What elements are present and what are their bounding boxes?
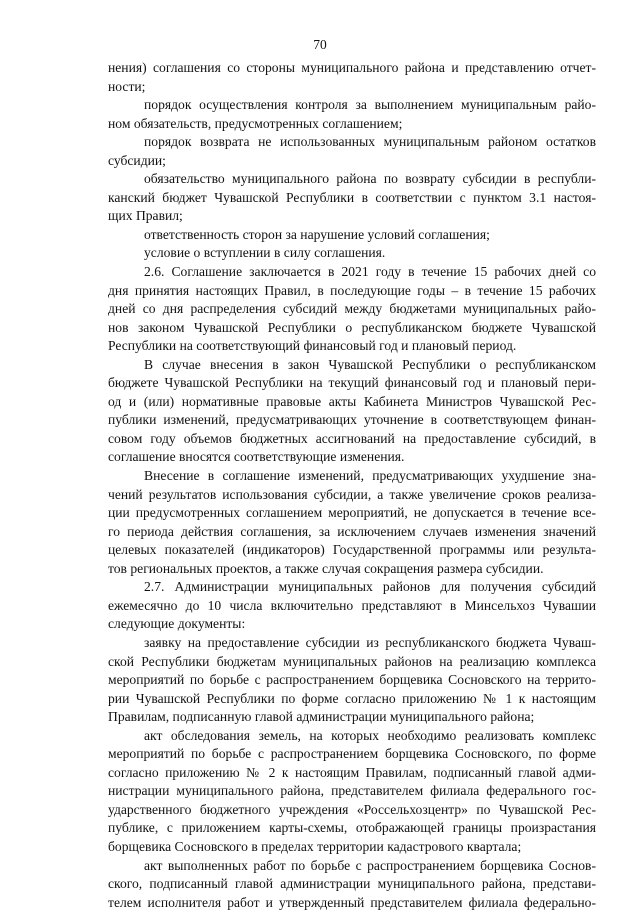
- text-line: бюджете Чувашской Республики на текущий финансовый год и плановый пери-: [108, 375, 596, 391]
- text-line: дней со дня распределения субсидий между бюджетами муниципальных райо-: [108, 301, 596, 317]
- text-line: борщевика Сосновского в пределах территории кадастрового квартала;: [108, 838, 522, 854]
- text-line: совом году объемов бюджетных ассигнований на предоставление субсидий, в: [108, 430, 596, 446]
- text-line: ном обязательств, предусмотренных соглашением;: [108, 115, 403, 131]
- text-line: обязательство муниципального района по возврату субсидии в республи-: [144, 171, 596, 187]
- text-line: щих Правил;: [108, 208, 183, 224]
- text-line: го периода действия соглашения, за исключением случаев изменения значений: [108, 523, 596, 539]
- text-line: ответственность сторон за нарушение условий соглашения;: [144, 226, 490, 242]
- text-line: порядок возврата не использованных муниципальным районом остатков: [144, 134, 596, 150]
- text-line: рии Чувашской Республики по форме согласно приложению № 1 к настоящим: [108, 690, 596, 706]
- text-line: Внесение в соглашение изменений, предусматривающих ухудшение зна-: [144, 468, 596, 484]
- text-line: ударственного бюджетного учреждения «Россельхозцентр» по Чувашской Рес-: [108, 801, 596, 817]
- text-line: соглашение вносятся соответствующие изменения.: [108, 449, 405, 465]
- text-line: публике, с приложением карты-схемы, отображающей границы произрастания: [108, 820, 596, 836]
- text-line: чений результатов использования субсидии, а также увеличение сроков реализа-: [108, 486, 596, 502]
- text-line: дня принятия настоящих Правил, в последующие годы – в течение 15 рабочих: [108, 282, 596, 298]
- text-line: 2.6. Соглашение заключается в 2021 году в течение 15 рабочих дней со: [144, 264, 596, 280]
- text-line: тов региональных проектов, а также случая сокращения размера субсидии.: [108, 560, 544, 576]
- text-line: порядок осуществления контроля за выполнением муниципальным райо-: [144, 97, 596, 113]
- text-line: публики изменений, предусматривающих уточнение в соответствующем финан-: [108, 412, 596, 428]
- text-line: условие о вступлении в силу соглашения.: [144, 245, 386, 261]
- text-line: согласно приложению № 2 к настоящим Правилам, подписанный главой адми-: [108, 764, 596, 780]
- text-line: заявку на предоставление субсидии из республиканского бюджета Чуваш-: [144, 634, 596, 650]
- text-line: акт обследования земель, на которых необходимо реализовать комплекс: [144, 727, 596, 743]
- text-line: 2.7. Администрации муниципальных районов для получения субсидий: [144, 579, 596, 595]
- text-line: субсидии;: [108, 152, 166, 168]
- text-line: нов законом Чувашской Республики о республиканском бюджете Чувашской: [108, 319, 596, 335]
- text-line: ции предусмотренных соглашением мероприятий, не допускается в течение все-: [108, 505, 596, 521]
- text-line: телем исполнителя работ и утвержденный представителем филиала федерально-: [108, 894, 596, 910]
- text-line: мероприятий по борьбе с распространением борщевика Сосновского, по форме: [108, 746, 596, 762]
- text-line: ежемесячно до 10 числа включительно представляют в Минсельхоз Чувашии: [108, 597, 596, 613]
- text-line: следующие документы:: [108, 616, 246, 632]
- page-number: 70: [313, 37, 327, 52]
- text-line: ского, подписанный главой администрации муниципального района, представи-: [108, 876, 596, 892]
- text-line: канский бюджет Чувашской Республики в соответствии с пунктом 3.1 настоя-: [108, 189, 596, 205]
- text-line: нистрации муниципального района, представителем филиала федерального гос-: [108, 783, 596, 799]
- text-line: од и (или) нормативные правовые акты Кабинета Министров Чувашской Рес-: [108, 393, 596, 409]
- text-line: ской Республики бюджетам муниципальных районов на реализацию комплекса: [108, 653, 596, 669]
- text-line: ности;: [108, 78, 146, 94]
- body-text: [108, 59, 596, 912]
- text-line: Республики на соответствующий финансовый год и плановый период.: [108, 338, 517, 354]
- text-line: мероприятий по борьбе с распространением борщевика Сосновского на террито-: [108, 672, 596, 688]
- text-line: акт выполненных работ по борьбе с распространением борщевика Соснов-: [144, 857, 596, 873]
- text-line: целевых показателей (индикаторов) Государственной программы или результа-: [108, 542, 596, 558]
- text-line: Правилам, подписанную главой администрации муниципального района;: [108, 709, 535, 725]
- text-line: нения) соглашения со стороны муниципального района и представлению отчет-: [108, 60, 596, 75]
- text-line: В случае внесения в закон Чувашской Республики о республиканском: [144, 356, 596, 372]
